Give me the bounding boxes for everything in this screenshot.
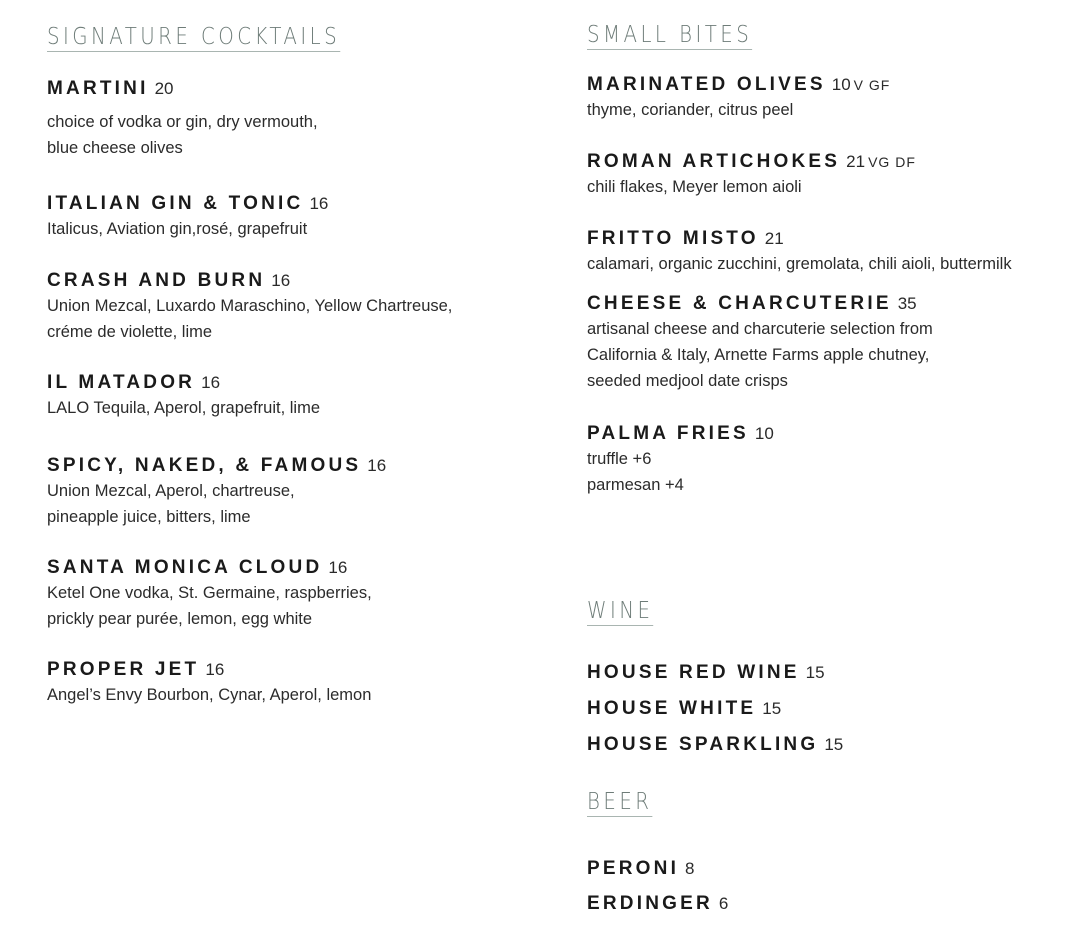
item-name: HOUSE WHITE bbox=[587, 698, 757, 719]
dietary-tags: VG DF bbox=[868, 154, 916, 170]
item-name: HOUSE RED WINE bbox=[587, 662, 800, 683]
item-name: PALMA FRIES bbox=[587, 423, 749, 444]
menu-item-house-sparkling bbox=[587, 734, 843, 757]
item-desc: parmesan +4 bbox=[587, 476, 684, 494]
item-price: 16 bbox=[328, 558, 348, 577]
item-price: 16 bbox=[367, 456, 387, 475]
menu-item-il-matador bbox=[47, 372, 320, 421]
menu-item-martini bbox=[47, 78, 318, 161]
item-name: MARTINI bbox=[47, 78, 149, 99]
item-name: CRASH AND BURN bbox=[47, 270, 266, 291]
menu-item-house-red-wine bbox=[587, 662, 825, 685]
item-desc: prickly pear purée, lemon, egg white bbox=[47, 610, 313, 628]
item-desc: choice of vodka or gin, dry vermouth, bbox=[47, 113, 318, 131]
item-name: ITALIAN GIN & TONIC bbox=[47, 193, 304, 214]
item-desc: Ketel One vodka, St. Germaine, raspberries, bbox=[47, 584, 372, 602]
section-small-bites bbox=[587, 22, 779, 50]
section-title: WINE bbox=[587, 598, 654, 624]
menu-item-santa-monica-cloud bbox=[47, 557, 372, 632]
item-desc: thyme, coriander, citrus peel bbox=[587, 101, 794, 119]
item-name: SANTA MONICA CLOUD bbox=[47, 557, 323, 578]
item-desc: Union Mezcal, Luxardo Maraschino, Yellow Chartreuse, bbox=[47, 297, 453, 315]
item-price: 35 bbox=[897, 294, 917, 313]
item-name: ROMAN ARTICHOKES bbox=[587, 151, 841, 172]
item-desc: California & Italy, Arnette Farms apple chutney, bbox=[587, 346, 930, 364]
section-title: BEER bbox=[587, 789, 653, 815]
menu-item-marinated-olives bbox=[587, 74, 890, 123]
menu-item-palma-fries bbox=[587, 423, 774, 498]
item-price: 21 bbox=[846, 152, 866, 171]
menu-item-spicy-naked-famous bbox=[47, 455, 386, 530]
item-name: CHEESE & CHARCUTERIE bbox=[587, 293, 892, 314]
item-price: 16 bbox=[271, 271, 291, 290]
section-wine bbox=[587, 598, 664, 626]
menu-item-italian-gin-tonic bbox=[47, 193, 328, 242]
item-desc: blue cheese olives bbox=[47, 139, 183, 157]
menu-item-proper-jet bbox=[47, 659, 371, 708]
item-name: MARINATED OLIVES bbox=[587, 74, 826, 95]
menu-item-cheese-charcuterie bbox=[587, 293, 933, 394]
item-price: 16 bbox=[201, 373, 221, 392]
item-price: 16 bbox=[205, 660, 225, 679]
item-price: 10 bbox=[754, 424, 774, 443]
item-desc: LALO Tequila, Aperol, grapefruit, lime bbox=[47, 399, 321, 417]
item-price: 15 bbox=[762, 699, 782, 718]
item-name: PROPER JET bbox=[47, 659, 200, 680]
section-title: SIGNATURE COCKTAILS bbox=[47, 24, 341, 50]
menu-item-erdinger bbox=[587, 893, 728, 916]
item-name: IL MATADOR bbox=[47, 372, 196, 393]
item-price: 15 bbox=[824, 735, 844, 754]
item-price: 16 bbox=[309, 194, 329, 213]
menu-item-roman-artichokes bbox=[587, 151, 916, 200]
section-cocktails bbox=[47, 24, 388, 52]
item-name: FRITTO MISTO bbox=[587, 228, 759, 249]
item-price: 10 bbox=[831, 75, 851, 94]
item-desc: artisanal cheese and charcuterie selection from bbox=[587, 320, 933, 338]
item-desc: Union Mezcal, Aperol, chartreuse, bbox=[47, 482, 295, 500]
menu-item-peroni bbox=[587, 858, 695, 881]
item-price: 21 bbox=[764, 229, 784, 248]
item-desc: truffle +6 bbox=[587, 450, 652, 468]
item-name: ERDINGER bbox=[587, 893, 713, 914]
item-desc: créme de violette, lime bbox=[47, 323, 213, 341]
dietary-tags: V GF bbox=[853, 77, 891, 93]
section-beer bbox=[587, 789, 663, 817]
item-desc: pineapple juice, bitters, lime bbox=[47, 508, 251, 526]
item-desc: seeded medjool date crisps bbox=[587, 372, 788, 390]
item-price: 8 bbox=[685, 859, 695, 878]
menu-item-house-white bbox=[587, 698, 781, 721]
item-price: 20 bbox=[154, 79, 174, 98]
item-desc: chili flakes, Meyer lemon aioli bbox=[587, 178, 802, 196]
item-name: HOUSE SPARKLING bbox=[587, 734, 819, 755]
item-name: SPICY, NAKED, & FAMOUS bbox=[47, 455, 362, 476]
menu-item-crash-and-burn bbox=[47, 270, 452, 345]
section-title: SMALL BITES bbox=[587, 22, 753, 48]
item-desc: Angel’s Envy Bourbon, Cynar, Aperol, lemon bbox=[47, 686, 372, 704]
item-desc: Italicus, Aviation gin,rosé, grapefruit bbox=[47, 220, 308, 238]
item-price: 6 bbox=[718, 894, 729, 913]
item-price: 15 bbox=[805, 663, 825, 682]
item-name: PERONI bbox=[587, 858, 680, 879]
menu-item-fritto-misto bbox=[587, 228, 1012, 277]
item-desc: calamari, organic zucchini, gremolata, chili aioli, buttermilk bbox=[587, 255, 1012, 273]
